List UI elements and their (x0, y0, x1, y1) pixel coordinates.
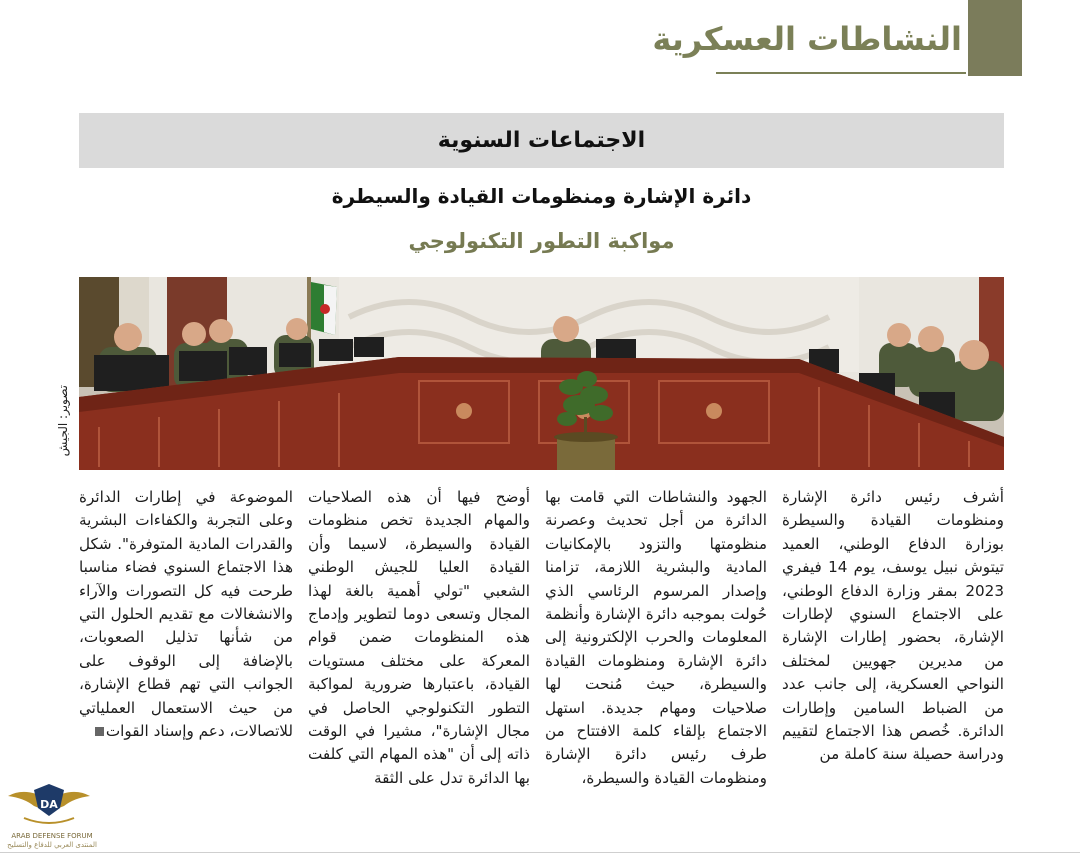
article-column-4 (79, 486, 293, 831)
banner-title: الاجتماعات السنوية (437, 128, 646, 153)
logo-caption (2, 832, 102, 850)
section-header (652, 0, 1022, 78)
end-of-article-mark (95, 727, 104, 736)
article-column-3: أوضح فيها أن هذه الصلاحيات والمهام الجديدة تخص منظومات القيادة والسيطرة، لاسيما وأن القيادة العليا للجيش الوطني الشعبي "تولي أهمية بالغة لهذا المجال وتسعى دوما لتطوير وإدماج هذه المنظومات ضمن قوام المعركة على مختلف مستويات القيادة، باعتبارها ضرورية لمواكبة التطور التكنولوجي الحاصل في مجال الإشارة"، مشيرا في الوقت ذاته إلى أن "هذه المهام التي كلفت بها الدائرة تدل على الثقة (308, 488, 530, 787)
section-title: النشاطات العسكرية (652, 20, 962, 58)
section-color-block (968, 0, 1022, 76)
logo-name-ar: المنتدى العربي للدفاع والتسليح (7, 841, 97, 849)
article-subheadline: مواكبة التطور التكنولوجي (408, 229, 675, 253)
logo-name-en: ARAB DEFENSE FORUM (11, 832, 93, 840)
section-underline (716, 72, 966, 74)
bottom-rule (0, 852, 1080, 853)
eagle-icon (4, 782, 94, 832)
category-banner (79, 113, 1004, 168)
article-column-2: الجهود والنشاطات التي قامت بها الدائرة من أجل تحديث وعصرنة منظومتها والتزود بالإمكانيات المادية والبشرية اللازمة، تزامنا وإصدار المرسوم الرئاسي الذي حُولت بموجبه دائرة الإشارة وأنظمة المعلومات والحرب الإلكترونية إلى دائرة الإشارة ومنظومات القيادة والسيطرة، حيث مُنحت لها صلاحيات ومهام جديدة. استهل الاجتماع بإلقاء كلمة الافتتاح من طرف رئيس دائرة الإشارة ومنظومات القيادة والسيطرة، (545, 488, 767, 787)
logo-initials: DA (40, 798, 58, 811)
article-column-1: أشرف رئيس دائرة الإشارة ومنظومات القيادة والسيطرة بوزارة الدفاع الوطني، العميد تيتوش نبيل يوسف، يوم 14 فيفري 2023 بمقر وزارة الدفاع الوطني، على الاجتماع السنوي لإطارات الإشارة، بحضور إطارات الإشارة من مديرين جهويين لمختلف النواحي العسكرية، إلى جانب عدد من الضباط السامين وإطارات الدائرة. خُصص هذا الاجتماع لتقييم ودراسة حصيلة سنة كاملة من (782, 488, 1004, 764)
article-headline: دائرة الإشارة ومنظومات القيادة والسيطرة (331, 184, 752, 208)
photo-credit: تصوير: الجيش (56, 385, 70, 457)
meeting-photo (79, 277, 1004, 470)
article-column-4-text: الموضوعة في إطارات الدائرة وعلى التجربة والكفاءات البشرية والقدرات المادية المتوفرة". شكل هذا الاجتماع السنوي فضاء مناسبا طرحت فيه كل التصورات والآراء والانشغالات مع تقديم الحلول التي من شأنها تذليل الصعوبات، بالإضافة إلى الوقوف على الجوانب التي تهم قطاع الإشارة، من حيث الاستعمال العملياتي للاتصالات، دعم وإسناد القوات (79, 488, 293, 741)
article-body (79, 486, 1004, 831)
